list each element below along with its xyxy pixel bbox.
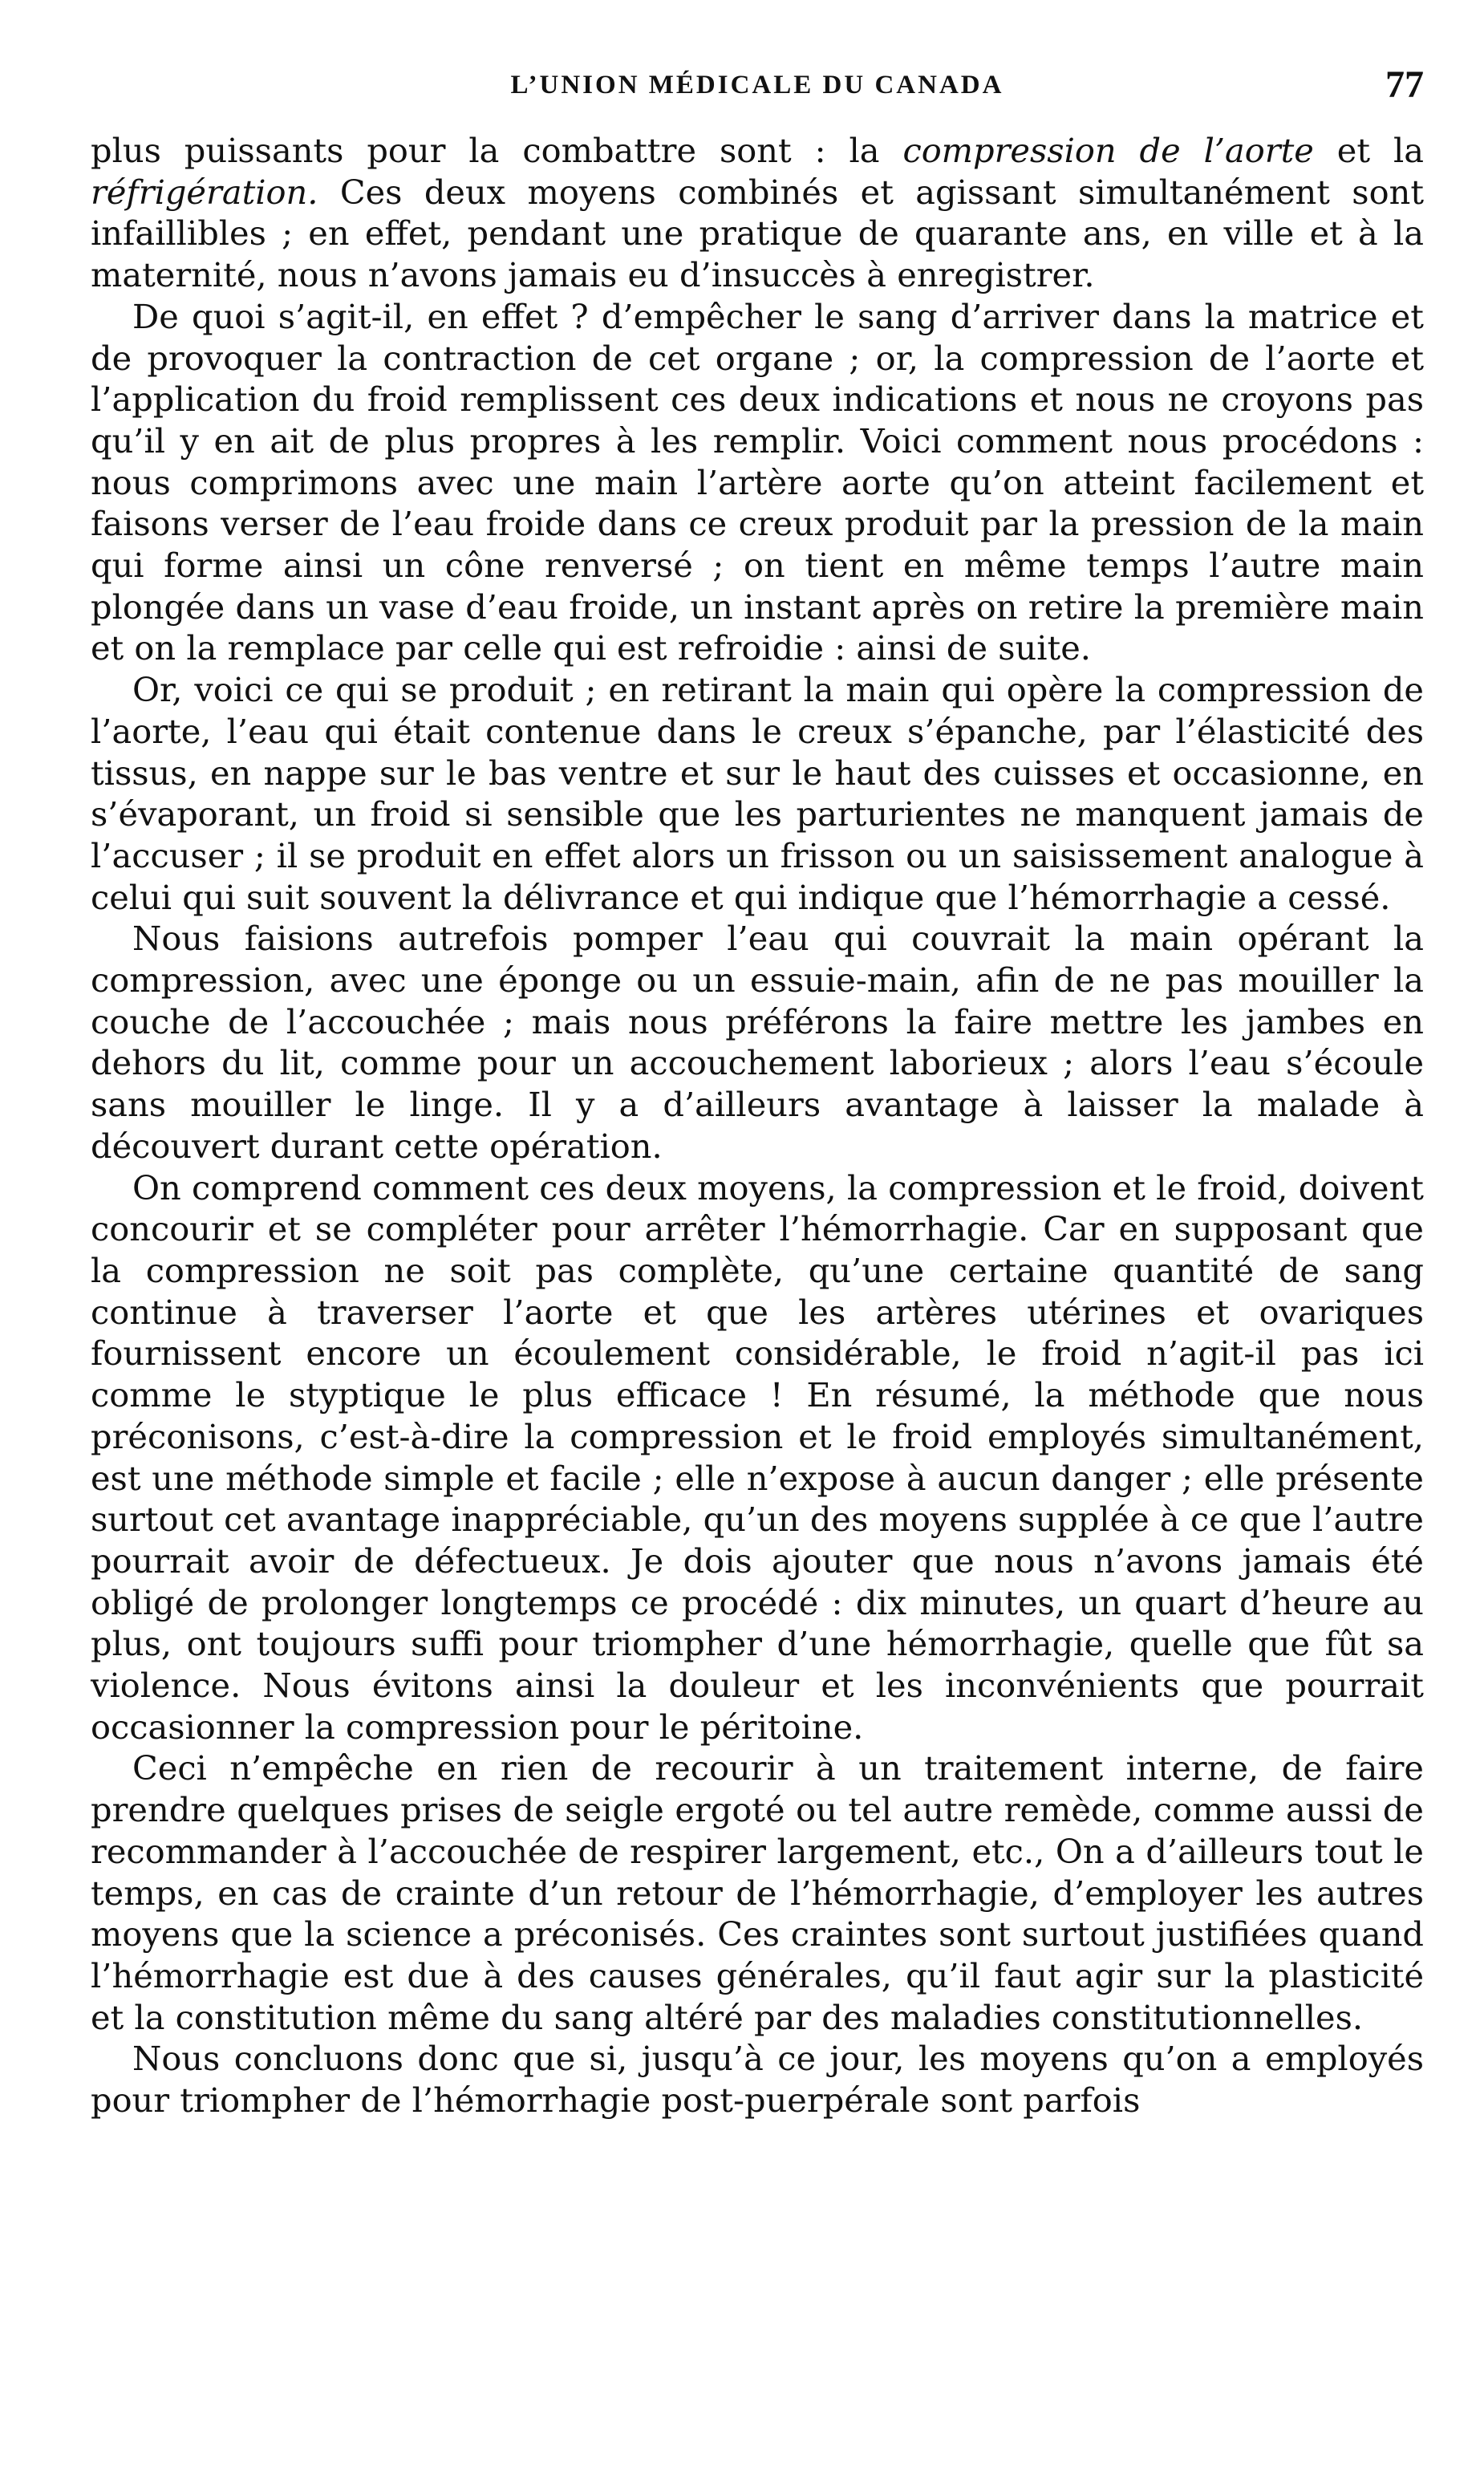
italic-term: réfrigération.	[91, 172, 318, 212]
text-run: Ces deux moyens combinés et agissant simultanément sont infaillibles ; en effet, pendant une pratique de quarante ans, en ville et à la maternité, nous n’avons jamais eu d’insuccès à enregistrer.	[91, 172, 1424, 295]
paragraph: Ceci n’empêche en rien de recourir à un traitement interne, de faire prendre quelques prises de seigle ergoté ou tel autre remède, comme aussi de recommander à l’accouchée de respirer largement, etc., On a d’ailleurs tout le temps, en cas de crainte d’un retour de l’hémorrhagie, d’employer les autres moyens que la science a préconisés. Ces craintes sont surtout justifiées quand l’hémorrhagie est due à des causes générales, qu’il faut agir sur la plasticité et la constitution même du sang altéré par des maladies constitutionnelles.	[91, 1748, 1424, 2037]
paragraph	[91, 130, 1424, 296]
paragraph: Nous concluons donc que si, jusqu’à ce jour, les moyens qu’on a employés pour triompher de l’hémorrhagie post-puerpérale sont parfois	[91, 2039, 1424, 2121]
text-run: et la	[1313, 131, 1424, 170]
italic-term: compression de l’aorte	[902, 131, 1314, 170]
text-run: plus puissants pour la combattre sont : la	[91, 131, 903, 170]
paragraph: On comprend comment ces deux moyens, la compression et le froid, doivent concourir et se compléter pour arrêter l’hémorrhagie. Car en supposant que la compression ne soit pas complète, qu’une certaine quantité de sang continue à traverser l’aorte et que les artères utérines et ovariques fournissent encore un écoulement considérable, le froid n’agit-il pas ici comme le styptique le plus efficace ! En résumé, la méthode que nous préconisons, c’est-à-dire la compression et le froid employés simultanément, est une méthode simple et facile ; elle n’expose à aucun danger ; elle présente surtout cet avantage inappréciable, qu’un des moyens supplée à ce que l’autre pourrait avoir de défectueux. Je dois ajouter que nous n’avons jamais été obligé de prolonger longtemps ce procédé : dix minutes, un quart d’heure au plus, ont toujours suffi pour triompher d’une hémorrhagie, quelle que fût sa violence. Nous évitons ainsi la douleur et les inconvénients que pourrait occasionner la compression pour le péritoine.	[91, 1167, 1424, 1747]
paragraph: Or, voici ce qui se produit ; en retirant la main qui opère la compression de l’aorte, l’eau qui était contenue dans le creux s’épanche, par l’élasticité des tissus, en nappe sur le bas ventre et sur le haut des cuisses et occasionne, en s’évaporant, un froid si sensible que les parturientes ne manquent jamais de l’accuser ; il se produit en effet alors un frisson ou un saisissement analogue à celui qui suit souvent la délivrance et qui indique que l’hémorrhagie a cessé.	[91, 670, 1424, 917]
journal-title: L’UNION MÉDICALE DU CANADA	[510, 71, 1004, 99]
page-number: 77	[1385, 63, 1424, 106]
running-header	[91, 56, 1424, 114]
article-body	[91, 130, 1424, 2121]
document-page	[91, 56, 1424, 2121]
paragraph: Nous faisions autrefois pomper l’eau qui couvrait la main opérant la compression, avec une éponge ou un essuie-main, afin de ne pas mouiller la couche de l’accouchée ; mais nous préférons la faire mettre les jambes en dehors du lit, comme pour un accouchement laborieux ; alors l’eau s’écoule sans mouiller le linge. Il y a d’ailleurs avantage à laisser la malade à découvert durant cette opération.	[91, 919, 1424, 1166]
paragraph: De quoi s’agit-il, en effet ? d’empêcher le sang d’arriver dans la matrice et de provoquer la contraction de cet organe ; or, la compression de l’aorte et l’application du froid remplissent ces deux indications et nous ne croyons pas qu’il y en ait de plus propres à les remplir. Voici comment nous procédons : nous comprimons avec une main l’artère aorte qu’on atteint facilement et faisons verser de l’eau froide dans ce creux produit par la pression de la main qui forme ainsi un cône renversé ; on tient en même temps l’autre main plongée dans un vase d’eau froide, un instant après on retire la première main et on la remplace par celle qui est refroidie : ainsi de suite.	[91, 296, 1424, 668]
